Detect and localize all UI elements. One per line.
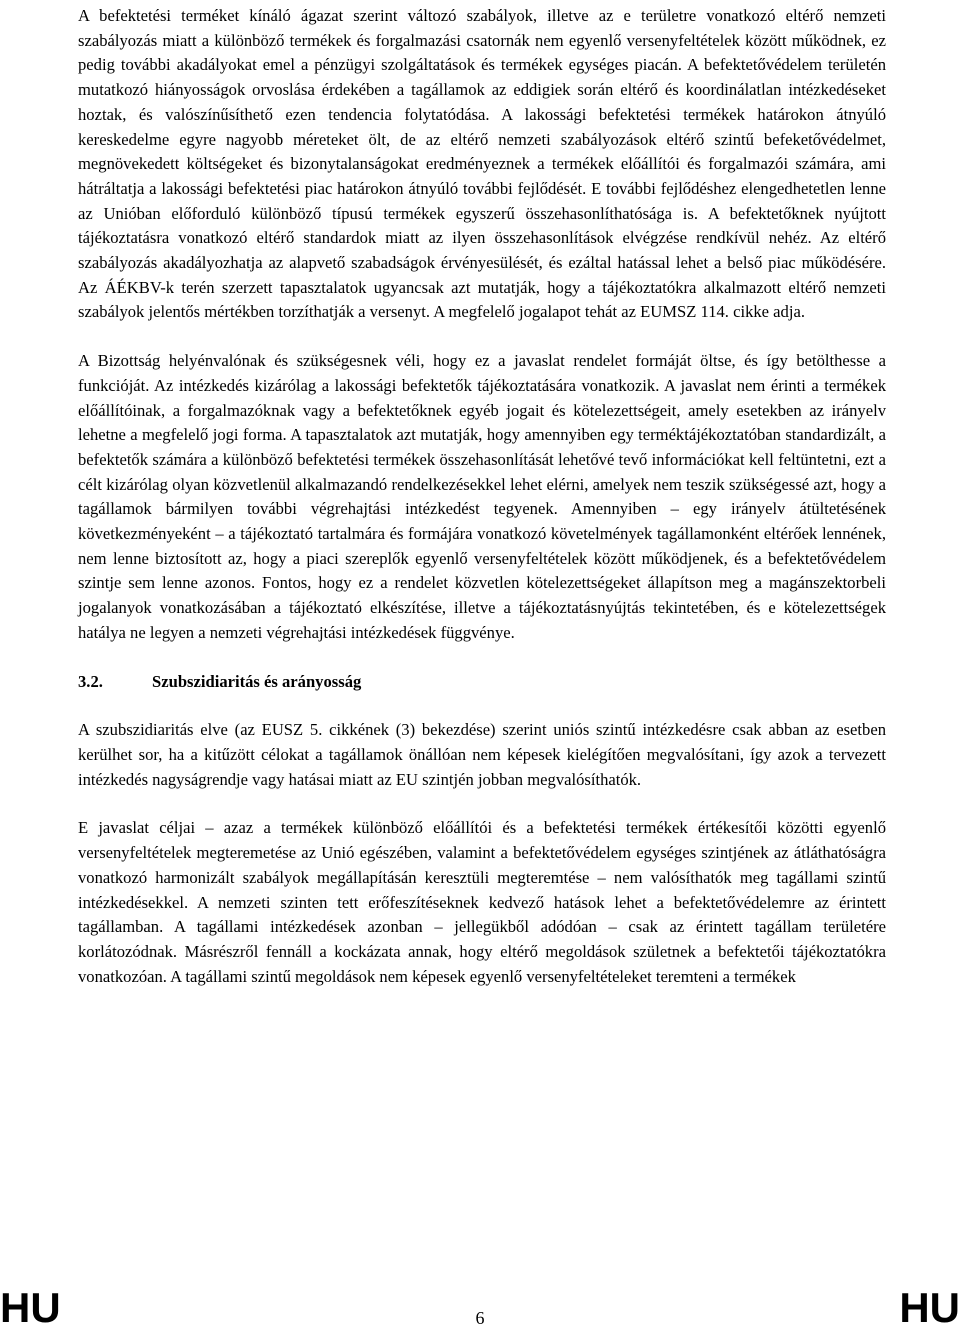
paragraph-spacer bbox=[78, 694, 886, 718]
paragraph-spacer bbox=[78, 646, 886, 670]
footer-language-code-right: HU bbox=[899, 1284, 960, 1331]
paragraph-spacer bbox=[78, 325, 886, 349]
paragraph-proposal-objectives: E javaslat céljai – azaz a termékek különböző előállítói és a befektetési termékek értékesítői közötti egyenlő versenyfeltételek megteremetése az Unió egészében, valamint a befektetővédelem egységes szintjének az átláthatóságra vonatkozó harmonizált szabályok megállapításán keresztüli megteremtése – nem valósíthatók meg tagállami szintű intézkedésekkel. A nemzeti szinten tett erőfeszítéseknek kedvező hatások lehet a befektetővédelemre az érintett tagállamban. A tagállami intézkedések azonban – jellegükből adódóan – csak az érintett tagállam területére korlátozódnak. Másrészről fennáll a kockázata annak, hogy eltérő megoldások születnek a befektetői tájékoztatókra vonatkozóan. A tagállami szintű megoldások nem képesek egyenlő versenyfeltételeket teremteni a termékek bbox=[78, 818, 886, 986]
paragraph-legal-basis: A befektetési terméket kínáló ágazat szerint változó szabályok, illetve az e területre vonatkozó eltérő nemzeti szabályozás miatt a különböző termékek és forgalmazási csatornák nem egyenlő versenyfeltételek között működnek, ez pedig további akadályokat emel a pénzügyi szolgáltatások és termékek egységes piacán. A befektetővédelem területén mutatkozó hiányosságok orvoslása érdekében a tagállamok az eddigiek során eltérő és koordinálatlan intézkedéseket hoztak, és valószínűsíthető ezen tendencia folytatódása. A lakossági befektetési termékek határokon átnyúló kereskedelme egyre nagyobb méreteket ölt, de az eltérő nemzeti szabályozások eltérő szintű befeketővédelmet, megnövekedett költségeket és bizonytalanságokat eredményeznek a termékek előállítói és forgalmazói számára, ami hátráltatja a lakossági befektetési piac határokon átnyúló további fejlődését. E további fejlődéshez elengedhetetlen lenne az Unióban előforduló különböző típusú termékek egyszerű összehasonlíthatósága is. A befektetőknek nyújtott tájékoztatásra vonatkozó eltérő standardok miatt az ilyen összehasonlítások elvégzése rendkívül nehéz. Az eltérő szabályozás akadályozhatja az alapvető szabadságok érvényesülését, és ezáltal hatással lehet a belső piac működésére. Az ÁÉKBV-k terén szerzett tapasztalatok ugyancsak azt mutatják, hogy a tájékoztatókra alkalmazott eltérő nemzeti szabályok jelentős mértékben torzíthatják a versenyt. A megfelelő jogalapot tehát az EUMSZ 114. cikke adja. bbox=[78, 6, 886, 322]
section-title: Szubszidiaritás és arányosság bbox=[152, 671, 362, 691]
section-number: 3.2. bbox=[78, 671, 103, 691]
document-body bbox=[78, 4, 886, 989]
section-heading bbox=[78, 670, 886, 695]
footer-language-code-left: HU bbox=[0, 1284, 61, 1331]
paragraph-choice-of-instrument: A Bizottság helyénvalónak és szükségesnek véli, hogy ez a javaslat rendelet formáját öltse, és így betölthesse a funkcióját. Az intézkedés kizárólag a lakossági befektetők tájékoztatására vonatkozik. A javaslat nem érinti a termékek előállítóinak, a forgalmazóknak vagy a befektetőknek egyéb jogait és kötelezettségeit, amely esetekben az irányelv lehetne a megfelelő jogi forma. A tapasztalatok azt mutatják, hogy amennyiben egy terméktájékoztatóban standardizált, a befektetők számára a különböző befektetési termékek összehasonlítását lehetővé tevő információkat kell feltüntetni, ezt a célt kizárólag olyan közvetlenül alkalmazandó rendelkezésekkel lehet elérni, amelyek nem teszik szükségessé azt, hogy a tagállamok bármilyen további végrehajtási intézkedést tegyenek. Amennyiben – egy irányelv átültetésének következményeként – a tájékoztató tartalmára és formájára vonatkozó követelmények tagállamonként eltérőek lennének, nem lenne biztosított az, hogy a piaci szereplők egyenlő versenyfeltételek között működjenek, és a befektetővédelem szintje sem lenne azonos. Fontos, hogy ez a rendelet közvetlen kötelezettségeket állapítson meg a magánszektorbeli jogalanyok vonatkozásában a tájékoztató elkészítése, illetve a tájékoztatásnyújtás tekintetében, és e kötelezettségek hatálya ne legyen a nemzeti végrehajtási intézkedések függvénye. bbox=[78, 351, 886, 642]
paragraph-spacer bbox=[78, 792, 886, 816]
page-number: 6 bbox=[475, 1308, 485, 1328]
paragraph-subsidiarity-principle: A szubszidiaritás elve (az EUSZ 5. cikkének (3) bekezdése) szerint uniós szintű intézkedésre csak abban az esetben kerülhet sor, ha a kitűzött célokat a tagállamok önállóan nem képesek kielégítően megvalósítani, így azok a tervezett intézkedés nagyságrendje vagy hatásai miatt az EU szintjén jobban megvalósíthatók. bbox=[78, 720, 886, 789]
